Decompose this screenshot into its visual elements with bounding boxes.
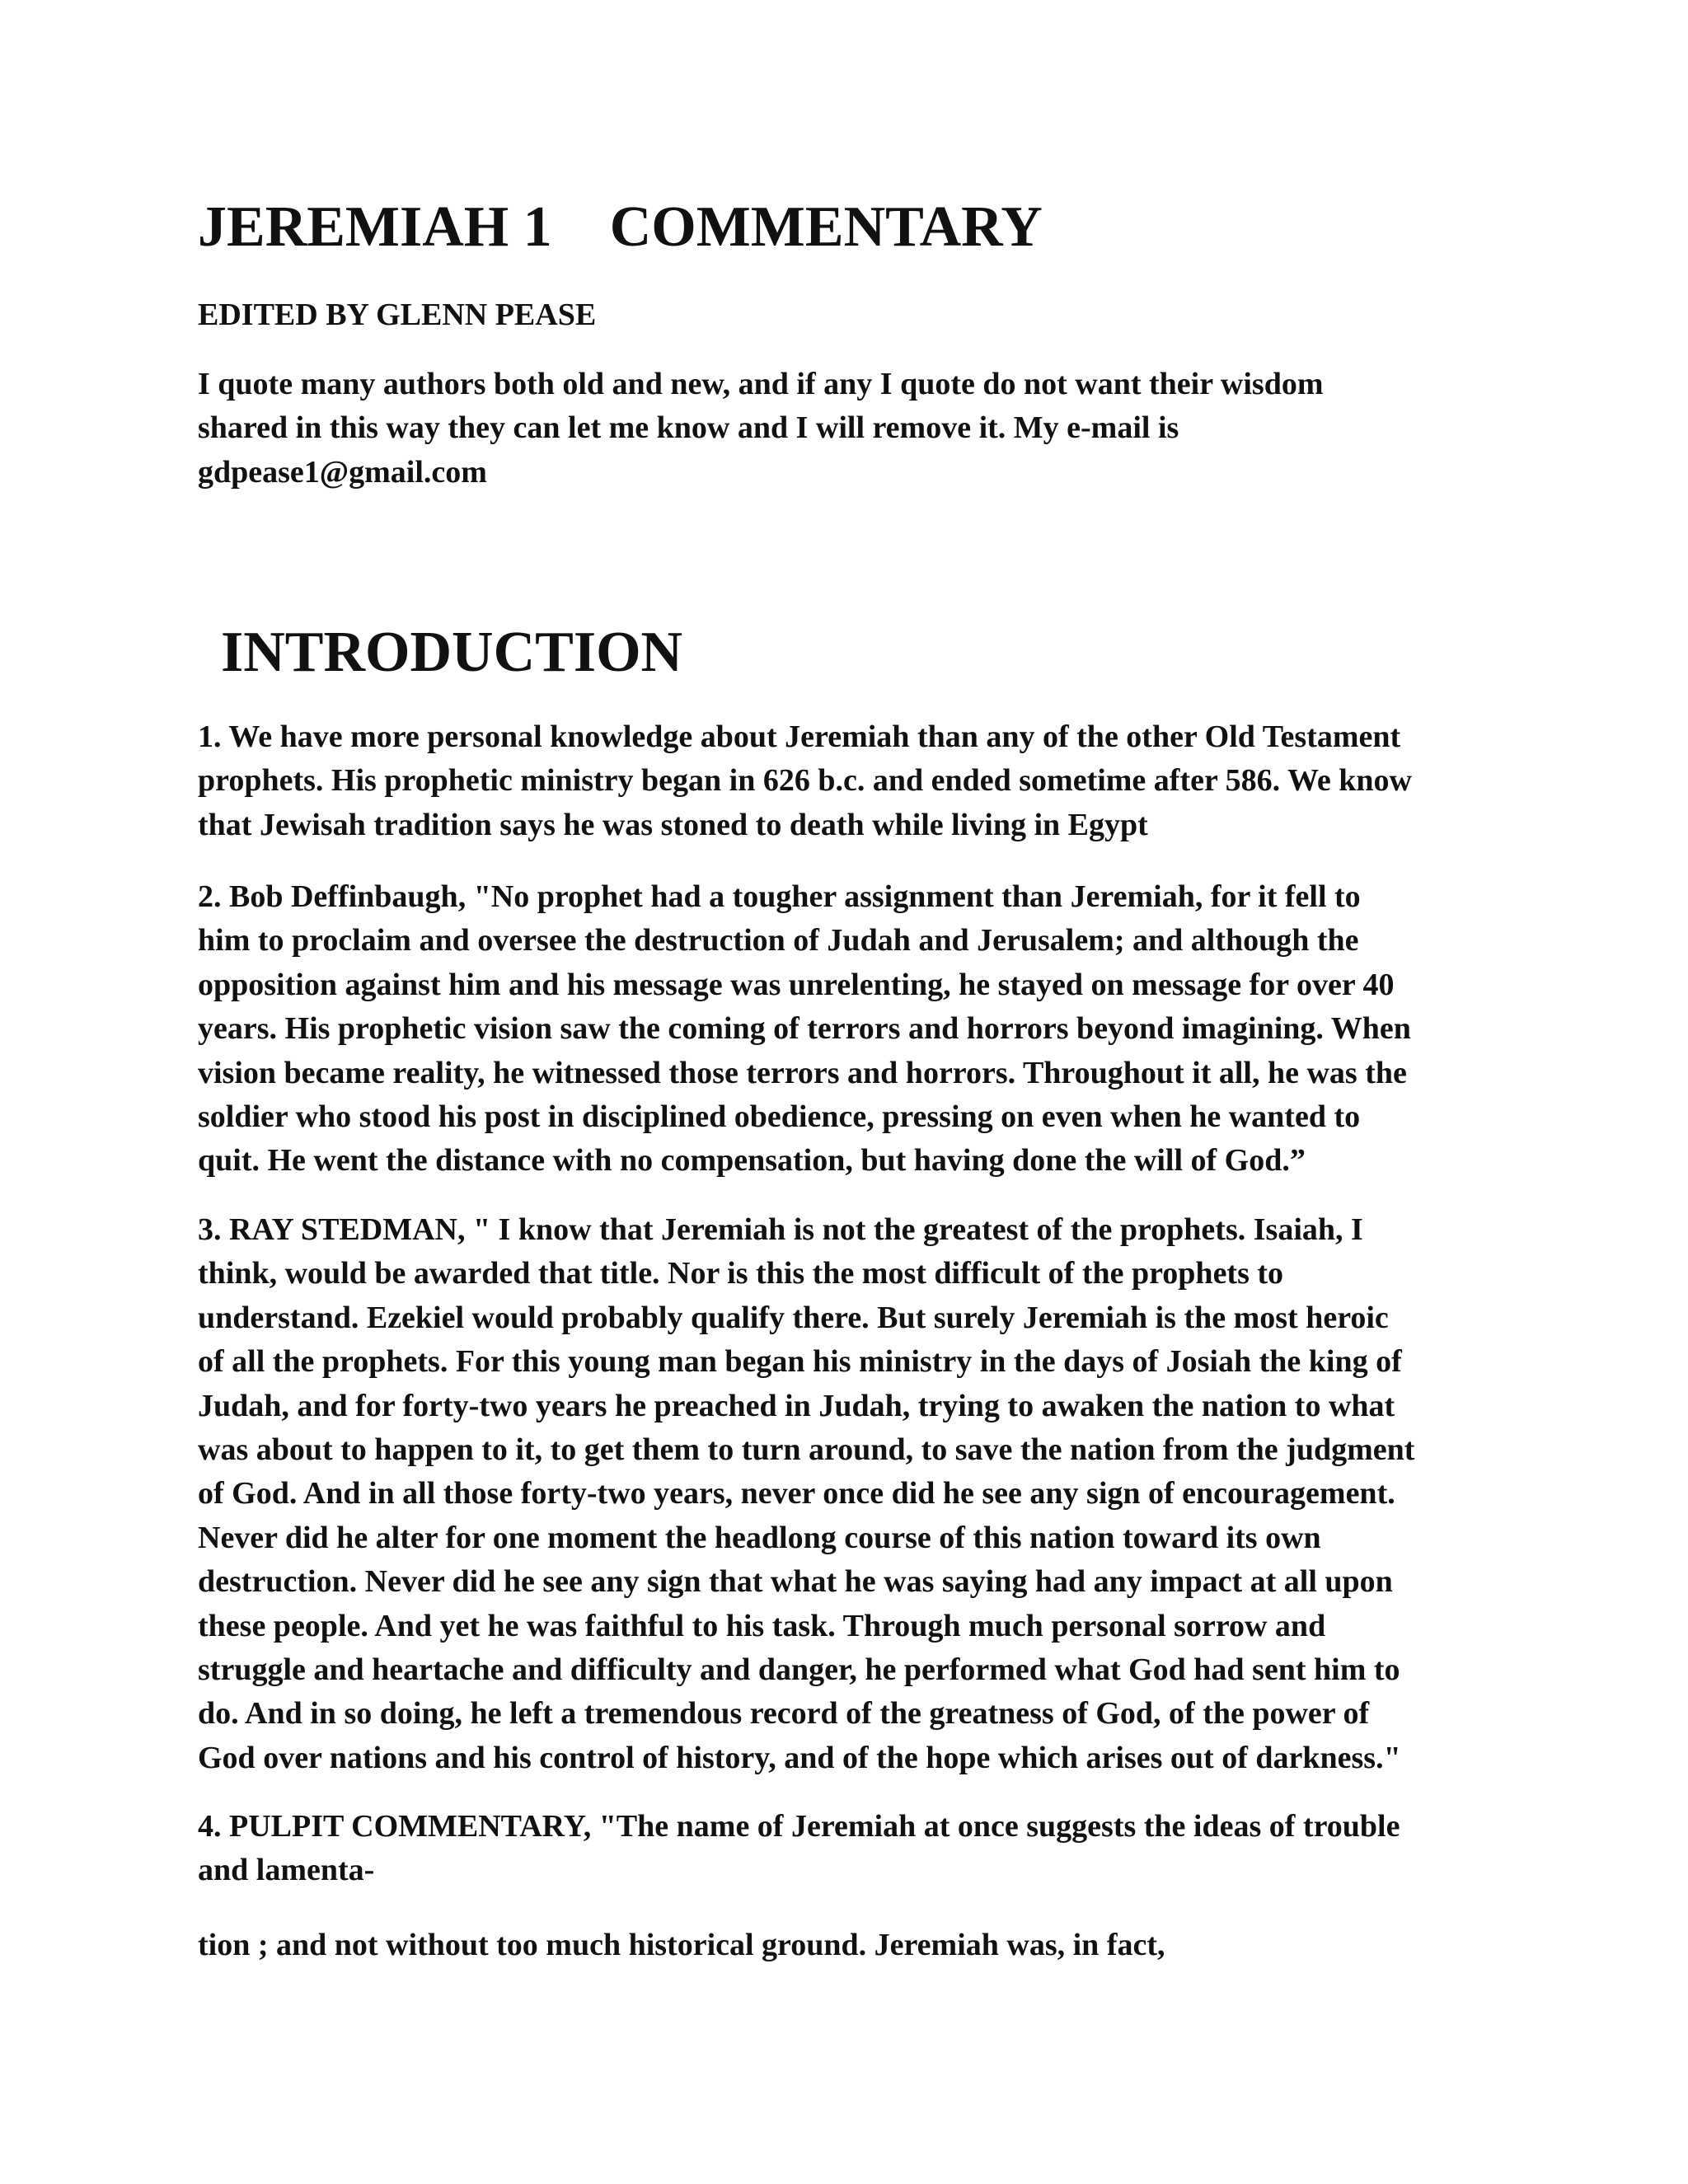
intro-paragraph-2: 2. Bob Deffinbaugh, "No prophet had a tougher assignment than Jeremiah, for it fell to him to proclaim and oversee the destruction of Judah and Jerusalem; and although the opposition against him and his message was unrelenting, he stayed on message for over 40 years. His prophetic vision saw the coming of terrors and horrors beyond imagining. When vision became reality, he witnessed those terrors and horrors. Throughout it all, he was the soldier who stood his post in disciplined obedience, pressing on even when he wanted to quit. He went the distance with no compensation, but having done the will of God.” xyxy=(198,879,1411,1179)
disclaimer-paragraph: I quote many authors both old and new, and if any I quote do not want their wisdom shared in this way they can let me know and I will remove it. My e-mail is gdpease1@gmail.com xyxy=(198,367,1324,490)
intro-paragraph-4-continued: tion ; and not without too much historical ground. Jeremiah was, in fact, xyxy=(198,1928,1165,1962)
section-heading-introduction: INTRODUCTION xyxy=(221,621,683,684)
intro-paragraph-1: 1. We have more personal knowledge about Jeremiah than any of the other Old Testament prophets. His prophetic ministry began in 626 b.c. and ended sometime after 586. We know that Jewisah tradition says he was stoned to death while living in Egypt xyxy=(198,719,1412,842)
intro-paragraph-3: 3. RAY STEDMAN, " I know that Jeremiah is not the greatest of the prophets. Isaiah, I think, would be awarded that title. Nor is this the most difficult of the prophets to understand. Ezekiel would probably qualify there. But surely Jeremiah is the most heroic of all the prophets. For this young man began his ministry in the days of Josiah the king of Judah, and for forty-two years he preached in Judah, trying to awaken the nation to what was about to happen to it, to get them to turn around, to save the nation from the judgment of God. And in all those forty-two years, never once did he see any sign of encouragement. Never did he alter for one moment the headlong course of this nation toward its own destruction. Never did he see any sign that what he was saying had any impact at all upon these people. And yet he was faithful to his task. Through much personal sorrow and struggle and heartache and difficulty and danger, he performed what God had sent him to do. And in so doing, he left a tremendous record of the greatness of God, of the power of God over nations and his control of history, and of the hope which arises out of darkness." xyxy=(198,1212,1415,1775)
page-title: JEREMIAH 1 COMMENTARY xyxy=(198,195,1043,259)
intro-paragraph-4: 4. PULPIT COMMENTARY, "The name of Jeremiah at once suggests the ideas of trouble and lamenta- xyxy=(198,1809,1400,1888)
editor-credit: EDITED BY GLENN PEASE xyxy=(198,298,597,332)
